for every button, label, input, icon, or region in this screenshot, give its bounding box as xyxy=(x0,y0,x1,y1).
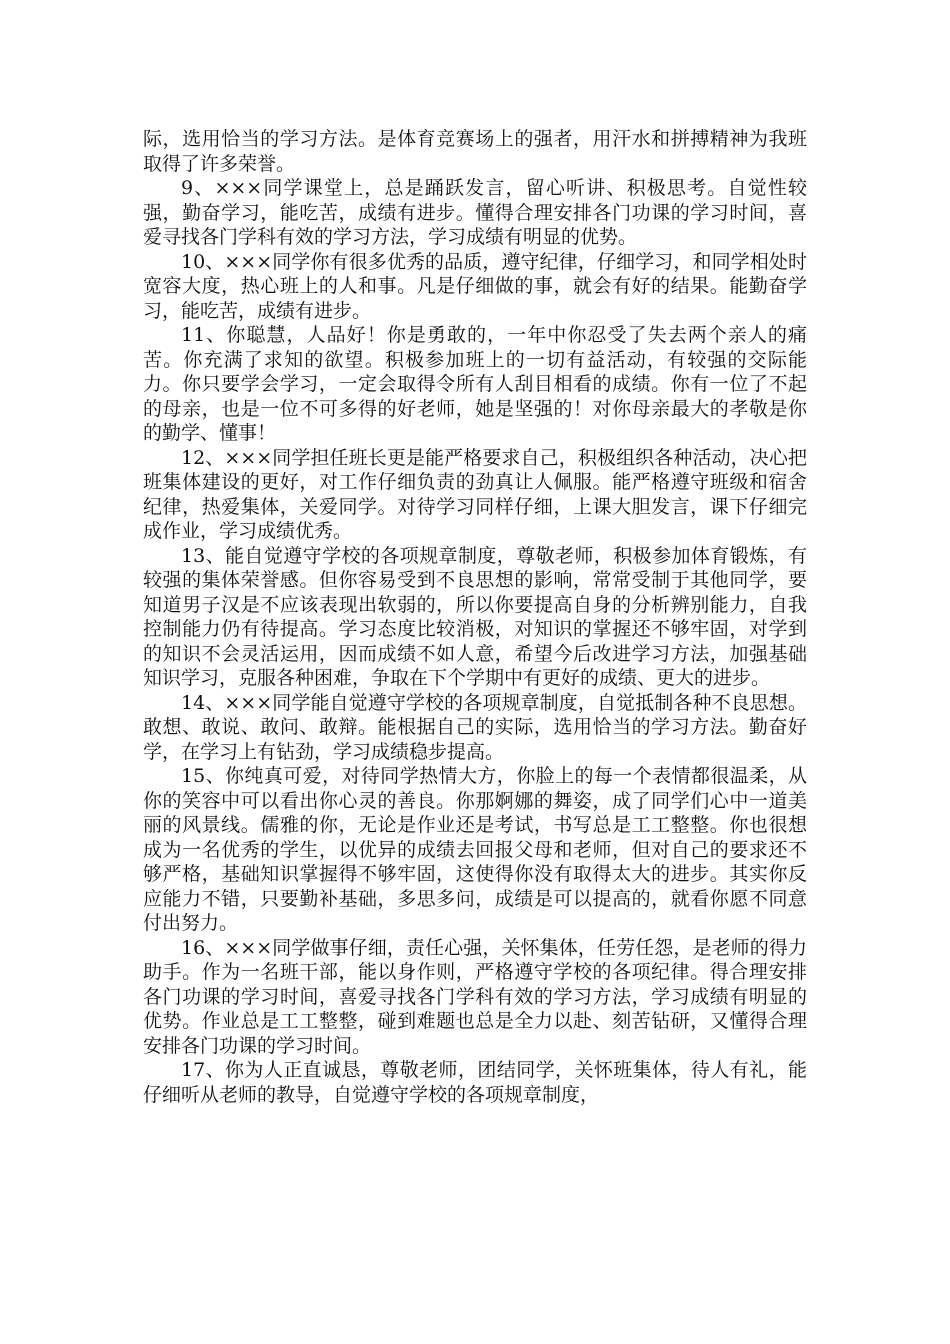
document-body xyxy=(143,127,807,1107)
paragraph-comment-10: 10、×××同学你有很多优秀的品质，遵守纪律，仔细学习，和同学相处时宽容大度，热心班上的人和事。凡是仔细做的事，就会有好的结果。能勤奋学习，能吃苦，成绩有进步。 xyxy=(143,250,807,322)
paragraph-continuation: 际，选用恰当的学习方法。是体育竞赛场上的强者，用汗水和拼搏精神为我班取得了许多荣誉。 xyxy=(143,128,807,175)
paragraph-comment-9: 9、×××同学课堂上，总是踊跃发言，留心听讲、积极思考。自觉性较强，勤奋学习，能吃苦，成绩有进步。懂得合理安排各门功课的学习时间，喜爱寻找各门学科有效的学习方法，学习成绩有明显的优势。 xyxy=(143,177,807,248)
paragraph-comment-11: 11、你聪慧，人品好！你是勇敢的，一年中你忍受了失去两个亲人的痛苦。你充满了求知的欲望。积极参加班上的一切有益活动，有较强的交际能力。你只要学会学习，一定会取得令所有人刮目相看的成绩。你有一位了不起的母亲，也是一位不可多得的好老师，她是坚强的！对你母亲最大的孝敬是你的勤学、懂事！ xyxy=(143,324,807,444)
paragraph-comment-15: 15、你纯真可爱，对待同学热情大方，你脸上的每一个表情都很温柔，从你的笑容中可以看出你心灵的善良。你那婀娜的舞姿，成了同学们心中一道美丽的风景线。儒雅的你，无论是作业还是考试，书写总是工工整整。你也很想成为一名优秀的学生，以优异的成绩去回报父母和老师，但对自己的要求还不够严格，基础知识掌握得不够牢固，这使得你没有取得太大的进步。其实你反应能力不错，只要勤补基础，多思多问，成绩是可以提高的，就看你愿不同意付出努力。 xyxy=(143,765,807,934)
paragraph-comment-13: 13、能自觉遵守学校的各项规章制度，尊敬老师，积极参加体育锻炼，有较强的集体荣誉感。但你容易受到不良思想的影响，常常受制于其他同学，要知道男子汉是不应该表现出软弱的，所以你要提高自身的分析辨别能力，自我控制能力仍有待提高。学习态度比较消极，对知识的掌握还不够牢固，对学到的知识不会灵活运用，因而成绩不如人意，希望今后改进学习方法，加强基础知识学习，克服各种困难，争取在下个学期中有更好的成绩、更大的进步。 xyxy=(143,544,807,689)
paragraph-comment-12: 12、×××同学担任班长更是能严格要求自己，积极组织各种活动，决心把班集体建设的更好，对工作仔细负责的劲真让人佩服。能严格遵守班级和宿舍纪律，热爱集体，关爱同学。对待学习同样仔细，上课大胆发言，课下仔细完成作业，学习成绩优秀。 xyxy=(143,446,807,542)
paragraph-comment-14: 14、×××同学能自觉遵守学校的各项规章制度，自觉抵制各种不良思想。敢想、敢说、敢问、敢辩。能根据自己的实际，选用恰当的学习方法。勤奋好学，在学习上有钻劲，学习成绩稳步提高。 xyxy=(143,691,807,763)
paragraph-comment-16: 16、×××同学做事仔细，责任心强，关怀集体，任劳任怨，是老师的得力助手。作为一名班干部，能以身作则，严格遵守学校的各项纪律。得合理安排各门功课的学习时间，喜爱寻找各门学科有效的学习方法，学习成绩有明显的优势。作业总是工工整整，碰到难题也总是全力以赴、刻苦钻研，又懂得合理安排各门功课的学习时间。 xyxy=(143,936,807,1057)
paragraph-comment-17: 17、你为人正直诚恳，尊敬老师，团结同学，关怀班集体，待人有礼，能仔细听从老师的教导，自觉遵守学校的各项规章制度， xyxy=(143,1059,807,1106)
